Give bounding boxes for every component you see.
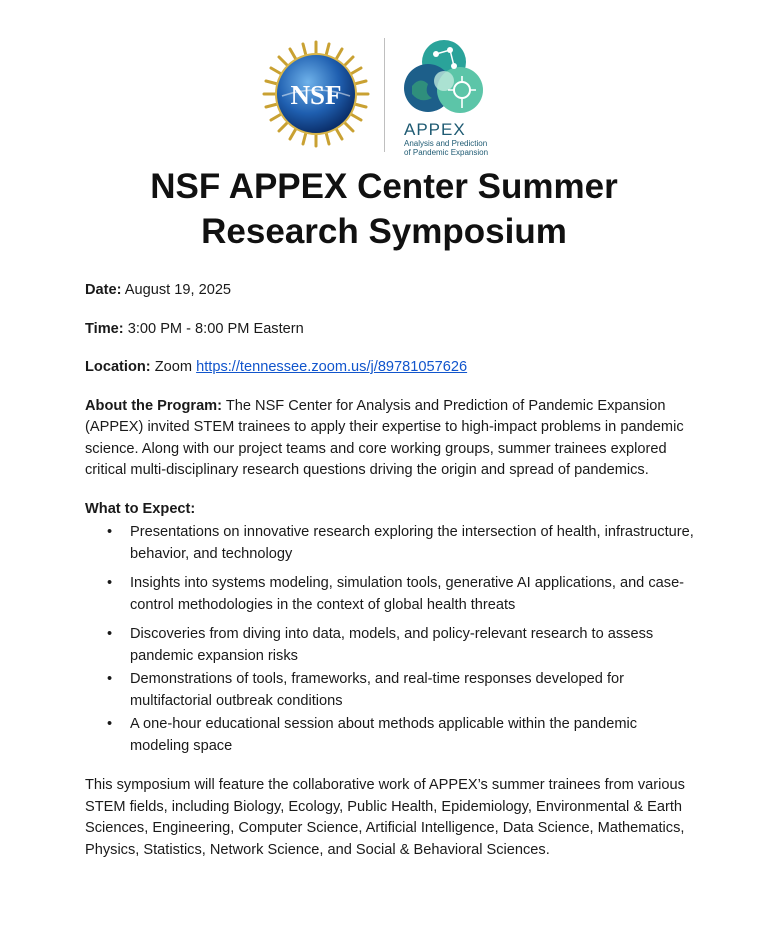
location-label: Location: (85, 359, 151, 375)
list-item: • A one-hour educational session about methods applicable within the pandemic modeling space (130, 714, 695, 757)
time-value: 3:00 PM - 8:00 PM Eastern (127, 320, 304, 337)
title-line-2: Research Symposium (201, 212, 567, 251)
time-row (85, 319, 695, 341)
location-value: Zoom (154, 359, 193, 375)
nsf-logo (262, 40, 370, 148)
list-item: • Demonstrations of tools, frameworks, and real-time responses developed for multifactorial outbreak conditions (130, 669, 695, 712)
list-item: • Discoveries from diving into data, models, and policy-relevant research to assess pandemic expansion risks (130, 624, 695, 667)
zoom-link[interactable]: https://tennessee.zoom.us/j/89781057626 (196, 359, 468, 375)
list-item: • Insights into systems modeling, simulation tools, generative AI applications, and case-control methodologies in the context of global health threats (130, 573, 695, 616)
expect-heading: What to Expect: (85, 500, 196, 517)
appex-logo-wordmark: APPEX (404, 120, 466, 139)
nsf-logo-text: NSF (290, 80, 342, 110)
appex-logo (398, 36, 490, 122)
date-value: August 19, 2025 (124, 282, 232, 298)
about-label: About the Program: (85, 397, 223, 414)
page-title (0, 164, 768, 254)
appex-logo-subtitle (404, 139, 488, 157)
logo-divider (384, 38, 385, 152)
title-line-1: NSF APPEX Center Summer (150, 167, 618, 206)
closing-paragraph: This symposium will feature the collaborative work of APPEX’s summer trainees from various STEM fields, including Biology, Ecology, Public Health, Epidemiology, Environmental & Earth Sciences, Engineering, Computer Science, Artificial Intelligence, Data Science, Mathematics, Physics, Statistics, Network Science, and Social & Behavioral Sciences. (85, 777, 685, 858)
expect-list (85, 522, 695, 757)
date-row (85, 280, 695, 302)
appex-subtitle-line2: of Pandemic Expansion (404, 148, 489, 157)
location-row (85, 357, 695, 379)
flyer-body (85, 280, 695, 861)
date-label: Date: (85, 282, 122, 298)
about-text: The NSF Center for Analysis and Prediction of Pandemic Expansion (APPEX) invited STEM trainees to apply their expertise to high-impact problems in pandemic science. Along with our project teams and core working groups, summer trainees explored critical multi-disciplinary research questions driving the origin and spread of pandemics. (85, 397, 684, 478)
appex-subtitle-line1: Analysis and Prediction (404, 139, 488, 148)
about-paragraph (85, 396, 695, 482)
list-item: • Presentations on innovative research exploring the intersection of health, infrastructure, behavior, and technology (130, 522, 695, 565)
logo-header (0, 34, 768, 157)
time-label: Time: (85, 320, 124, 337)
